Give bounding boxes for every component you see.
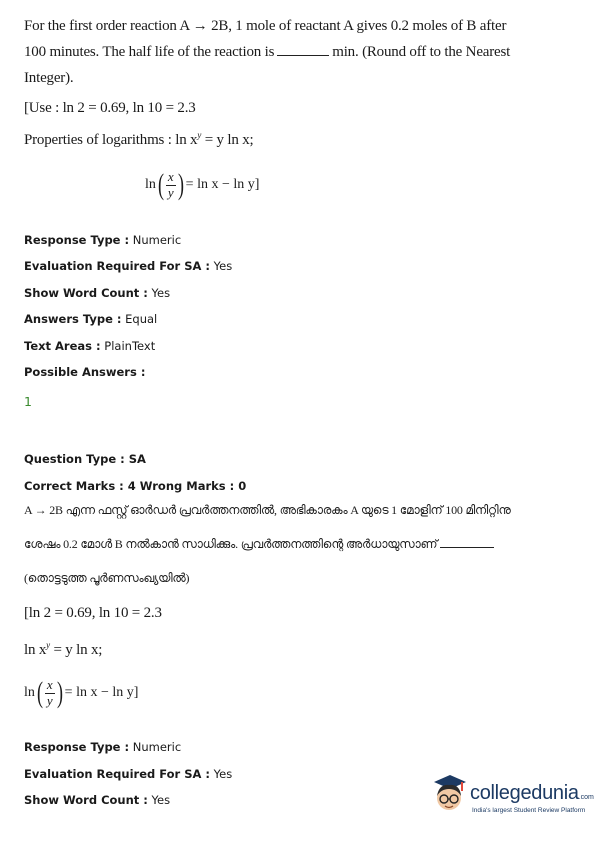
q1-use-values: [Use : ln 2 = 0.69, ln 10 = 2.3 — [24, 100, 196, 116]
meta-text-areas: Text Areas : PlainText — [24, 339, 156, 353]
q1-log-properties: Properties of logarithms : $\ln x^y = y$ ln x; — [24, 130, 254, 148]
q1-line-2: 100 minutes. The half life of the reaction is min. (Round off to the Nearest — [24, 44, 511, 60]
q2-formula: ln ( $\frac{x}{y}$ ) = ln x − ln y] — [24, 676, 139, 709]
formula-rhs: = ln x − ln y] — [64, 685, 139, 700]
q1-formula: ln ( $\frac{x}{y}$ ) = ln x − ln y] — [145, 168, 260, 201]
formula-rhs: = ln x − ln y] — [185, 177, 260, 192]
formula-numerator: x — [46, 677, 53, 693]
logo-tagline: India's largest Student Review Platform — [472, 807, 586, 814]
meta2-response-type: Response Type : Numeric — [24, 740, 182, 754]
meta2-show-word-count: Show Word Count : Yes — [24, 793, 171, 807]
q2-log-property: $\ln x^y = y$ ln x; — [24, 640, 103, 658]
q2-line-1: A → 2B എന്ന ഫസ്റ്റ് ഓർഡർ പ്രവർത്തനത്തിൽ, അഭികാരകം A യുടെ 1 മോളിന് 100 മിനിറ്റിനു — [24, 503, 511, 517]
meta-evaluation-required: Evaluation Required For SA : Yes — [24, 259, 233, 273]
collegedunia-logo — [430, 772, 594, 822]
q2-line-2: ശേഷം 0.2 മോൾ B നൽകാൻ സാധിക്കും. പ്രവർത്തനത്തിന്റെ അർധായുസാണ് — [24, 537, 494, 552]
answer-blank — [440, 547, 494, 548]
formula-ln: ln — [24, 685, 35, 700]
q2-use-values: [ln 2 = 0.69, ln 10 = 2.3 — [24, 605, 162, 621]
q1-line-3: Integer). — [24, 70, 74, 86]
possible-answer-value: 1 — [24, 394, 32, 409]
question-type: Question Type : SA — [24, 452, 146, 466]
q2-line-3: (തൊട്ടടുത്ത പൂർണസംഖ്യയിൽ) — [24, 571, 190, 585]
mascot-icon — [430, 772, 468, 816]
meta-response-type: Response Type : Numeric — [24, 233, 182, 247]
marks-info: Correct Marks : 4 Wrong Marks : 0 — [24, 479, 247, 493]
formula-denominator: y — [46, 692, 53, 708]
meta-possible-answers: Possible Answers : — [24, 365, 146, 379]
meta-show-word-count: Show Word Count : Yes — [24, 286, 171, 300]
meta-answers-type: Answers Type : Equal — [24, 312, 158, 326]
formula-ln: ln — [145, 177, 156, 192]
logo-wordmark: collegedunia.com — [470, 782, 594, 804]
formula-denominator: y — [167, 184, 174, 200]
meta2-evaluation-required: Evaluation Required For SA : Yes — [24, 767, 233, 781]
answer-blank — [277, 54, 329, 56]
q1-line-1: For the first order reaction A → 2B, 1 mole of reactant A gives 0.2 moles of B after — [24, 18, 507, 34]
formula-numerator: x — [167, 169, 174, 185]
